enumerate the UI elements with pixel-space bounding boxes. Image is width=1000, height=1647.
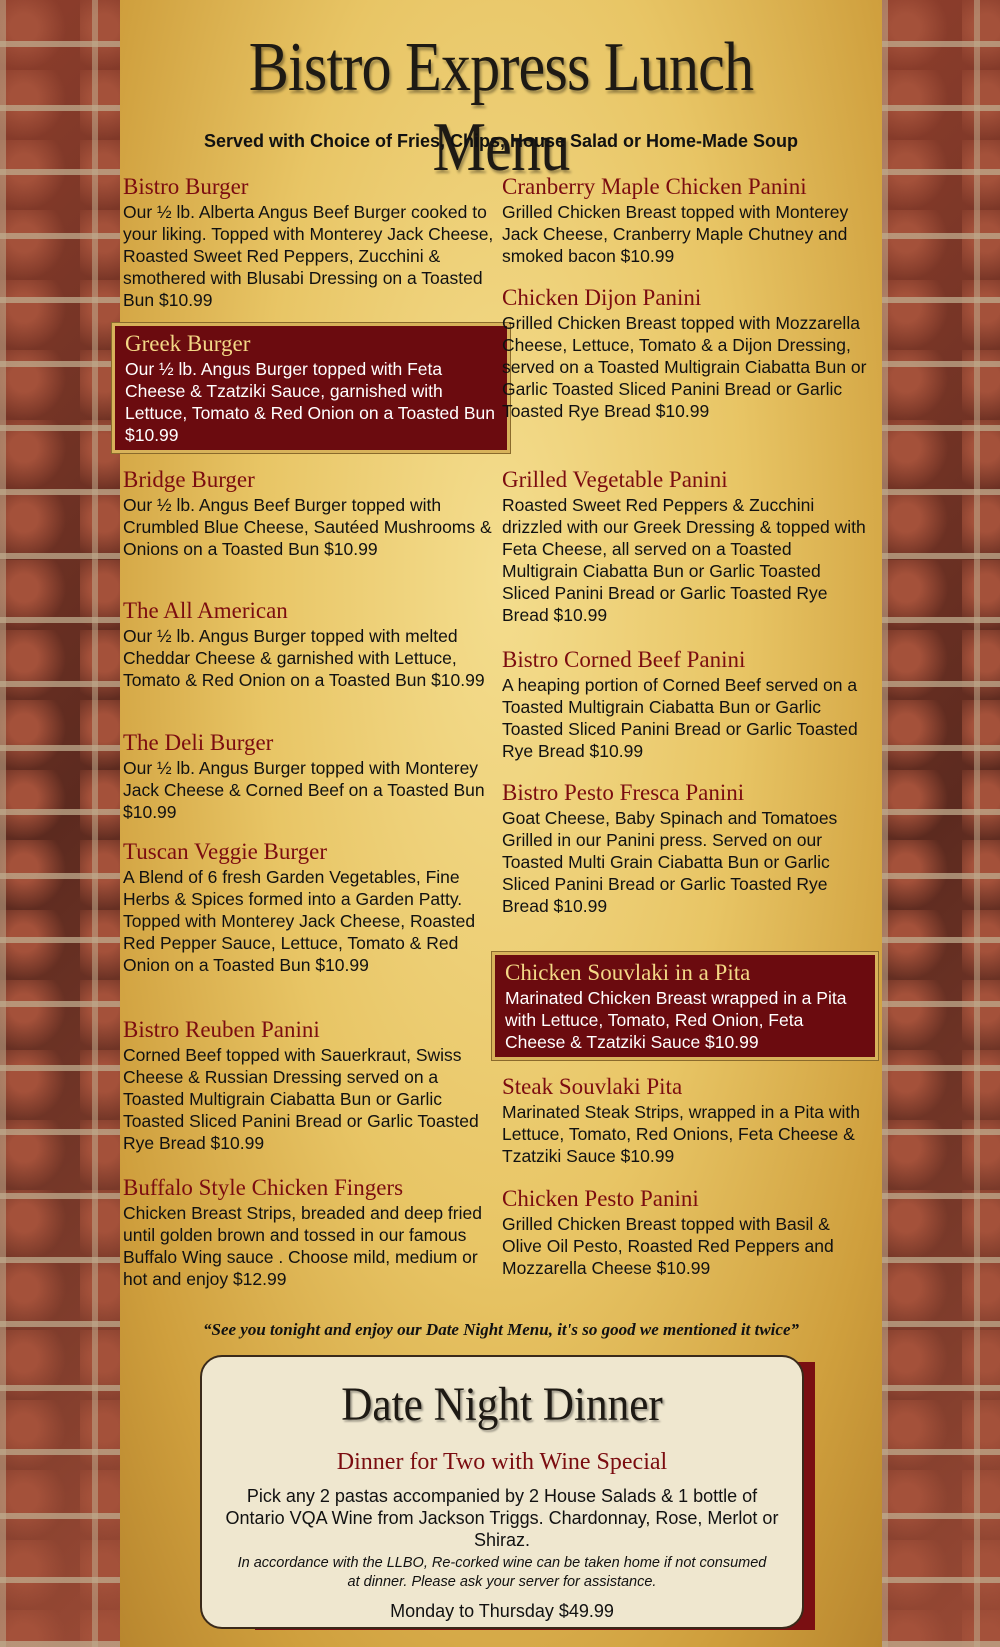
date-night-note: In accordance with the LLBO, Re-corked wine can be taken home if not consumed at dinner. Please ask your server for assistance. [237, 1555, 767, 1590]
menu-title: Bistro Express Lunch Menu [248, 29, 754, 186]
item-desc: Our ½ lb. Angus Burger topped with melted Cheddar Cheese & garnished with Lettuce, Tomato & Red Onion on a Toasted Bun $10.99 [123, 626, 485, 690]
item-desc: Goat Cheese, Baby Spinach and Tomatoes Grilled in our Panini press. Served on our Toasted Multi Grain Ciabatta Bun or Garlic Sliced Panini Bread or Garlic Toasted Rye Bread $10.99 [502, 808, 838, 916]
brick-wall-right [882, 0, 1000, 1647]
item-name: Tuscan Veggie Burger [123, 839, 328, 864]
item-desc: A Blend of 6 fresh Garden Vegetables, Fine Herbs & Spices formed into a Garden Patty. Topped with Monterey Jack Cheese, Roasted Red Pepper Sauce, Lettuce, Tomato & Red Onion on a Toasted Bun $10.99 [123, 867, 476, 975]
menu-item-buffalo-chicken-fingers [123, 1174, 503, 1290]
menu-item-chicken-pesto-panini [502, 1185, 872, 1279]
item-desc: Our ½ lb. Angus Beef Burger topped with Crumbled Blue Cheese, Sautéed Mushrooms & Onions on a Toasted Bun $10.99 [123, 495, 492, 559]
date-night-card [200, 1355, 804, 1629]
menu-item-all-american [123, 597, 503, 691]
menu-item-pesto-fresca-panini [502, 779, 872, 917]
item-name: Bistro Corned Beef Panini [502, 647, 746, 672]
date-night-tagline: “See you tonight and enjoy our Date Night Menu, it's so good we mentioned it twice” [203, 1320, 799, 1339]
item-name: Bridge Burger [123, 467, 255, 492]
menu-item-bridge-burger [123, 466, 503, 560]
item-name: Steak Souvlaki Pita [502, 1074, 683, 1099]
item-desc: Our ½ lb. Angus Burger topped with Feta Cheese & Tzatziki Sauce, garnished with Lettuce, Tomato & Red Onion on a Toasted Bun $10.99 [125, 359, 496, 445]
item-name: Bistro Burger [123, 174, 249, 199]
item-name: Bistro Reuben Panini [123, 1017, 320, 1042]
item-desc: Grilled Chicken Breast topped with Monterey Jack Cheese, Cranberry Maple Chutney and smoked bacon $10.99 [502, 202, 849, 266]
item-name: The Deli Burger [123, 730, 274, 755]
menu-item-tuscan-veggie-burger [123, 838, 503, 976]
item-desc: A heaping portion of Corned Beef served on a Toasted Multigrain Ciabatta Bun or Garlic Toasted Sliced Panini Bread or Garlic Toasted Rye Bread $10.99 [502, 675, 858, 761]
menu-item-chicken-dijon-panini [502, 284, 872, 422]
item-name: Bistro Pesto Fresca Panini [502, 780, 745, 805]
item-desc: Marinated Steak Strips, wrapped in a Pita with Lettuce, Tomato, Red Onions, Feta Cheese & Tzatziki Sauce $10.99 [502, 1102, 860, 1166]
item-name: Grilled Vegetable Panini [502, 467, 728, 492]
item-desc: Grilled Chicken Breast topped with Basil & Olive Oil Pesto, Roasted Red Peppers and Mozzarella Cheese $10.99 [502, 1214, 834, 1278]
menu-subtitle: Served with Choice of Fries, Chips, House Salad or Home-Made Soup [203, 131, 799, 151]
menu-item-steak-souvlaki-pita [502, 1073, 872, 1167]
date-night-price: Monday to Thursday $49.99 [390, 1601, 614, 1621]
menu-item-grilled-vegetable-panini [502, 466, 872, 626]
item-desc: Our ½ lb. Alberta Angus Beef Burger cooked to your liking. Topped with Monterey Jack Cheese, Roasted Sweet Red Peppers, Zucchini & smothered with Blusabi Dressing on a Toasted Bun $10.99 [123, 202, 494, 310]
item-name: Chicken Dijon Panini [502, 285, 702, 310]
item-desc: Corned Beef topped with Sauerkraut, Swiss Cheese & Russian Dressing served on a Toasted Multigrain Ciabatta Bun or Garlic Toasted Sliced Panini Bread or Garlic Toasted Rye Bread $10.99 [123, 1045, 479, 1153]
item-name: Greek Burger [125, 331, 251, 356]
item-name: Buffalo Style Chicken Fingers [123, 1175, 404, 1200]
item-desc: Chicken Breast Strips, breaded and deep fried until golden brown and tossed in our famous Buffalo Wing sauce . Choose mild, medium or hot and enjoy $12.99 [123, 1203, 482, 1289]
menu-item-deli-burger [123, 729, 503, 823]
date-night-title: Date Night Dinner [341, 1378, 663, 1431]
menu-item-reuben-panini [123, 1016, 503, 1154]
date-night-subtitle: Dinner for Two with Wine Special [336, 1449, 668, 1475]
menu-item-greek-burger [112, 323, 510, 453]
item-name: The All American [123, 598, 288, 623]
menu-item-cranberry-maple-panini [502, 173, 872, 267]
menu-item-corned-beef-panini [502, 646, 872, 762]
menu-item-bistro-burger [123, 173, 503, 311]
item-name: Cranberry Maple Chicken Panini [502, 174, 807, 199]
date-night-body: Pick any 2 pastas accompanied by 2 House Salads & 1 bottle of Ontario VQA Wine from Jackson Triggs. Chardonnay, Rose, Merlot or Shiraz. [225, 1486, 779, 1550]
item-name: Chicken Souvlaki in a Pita [505, 960, 751, 985]
item-desc: Marinated Chicken Breast wrapped in a Pita with Lettuce, Tomato, Red Onion, Feta Cheese & Tzatziki Sauce $10.99 [505, 988, 847, 1052]
brick-wall-left [0, 0, 120, 1647]
menu-item-chicken-souvlaki-pita [492, 952, 878, 1060]
item-desc: Our ½ lb. Angus Burger topped with Monterey Jack Cheese & Corned Beef on a Toasted Bun $10.99 [123, 758, 485, 822]
item-desc: Roasted Sweet Red Peppers & Zucchini drizzled with our Greek Dressing & topped with Feta Cheese, all served on a Toasted Multigrain Ciabatta Bun or Garlic Toasted Sliced Panini Bread or Garlic Toasted Rye Bread $10.99 [502, 495, 866, 625]
item-desc: Grilled Chicken Breast topped with Mozzarella Cheese, Lettuce, Tomato & a Dijon Dressing, served on a Toasted Multigrain Ciabatta Bun or Garlic Toasted Sliced Panini Bread or Garlic Toasted Rye Bread $10.99 [502, 313, 867, 421]
item-name: Chicken Pesto Panini [502, 1186, 699, 1211]
